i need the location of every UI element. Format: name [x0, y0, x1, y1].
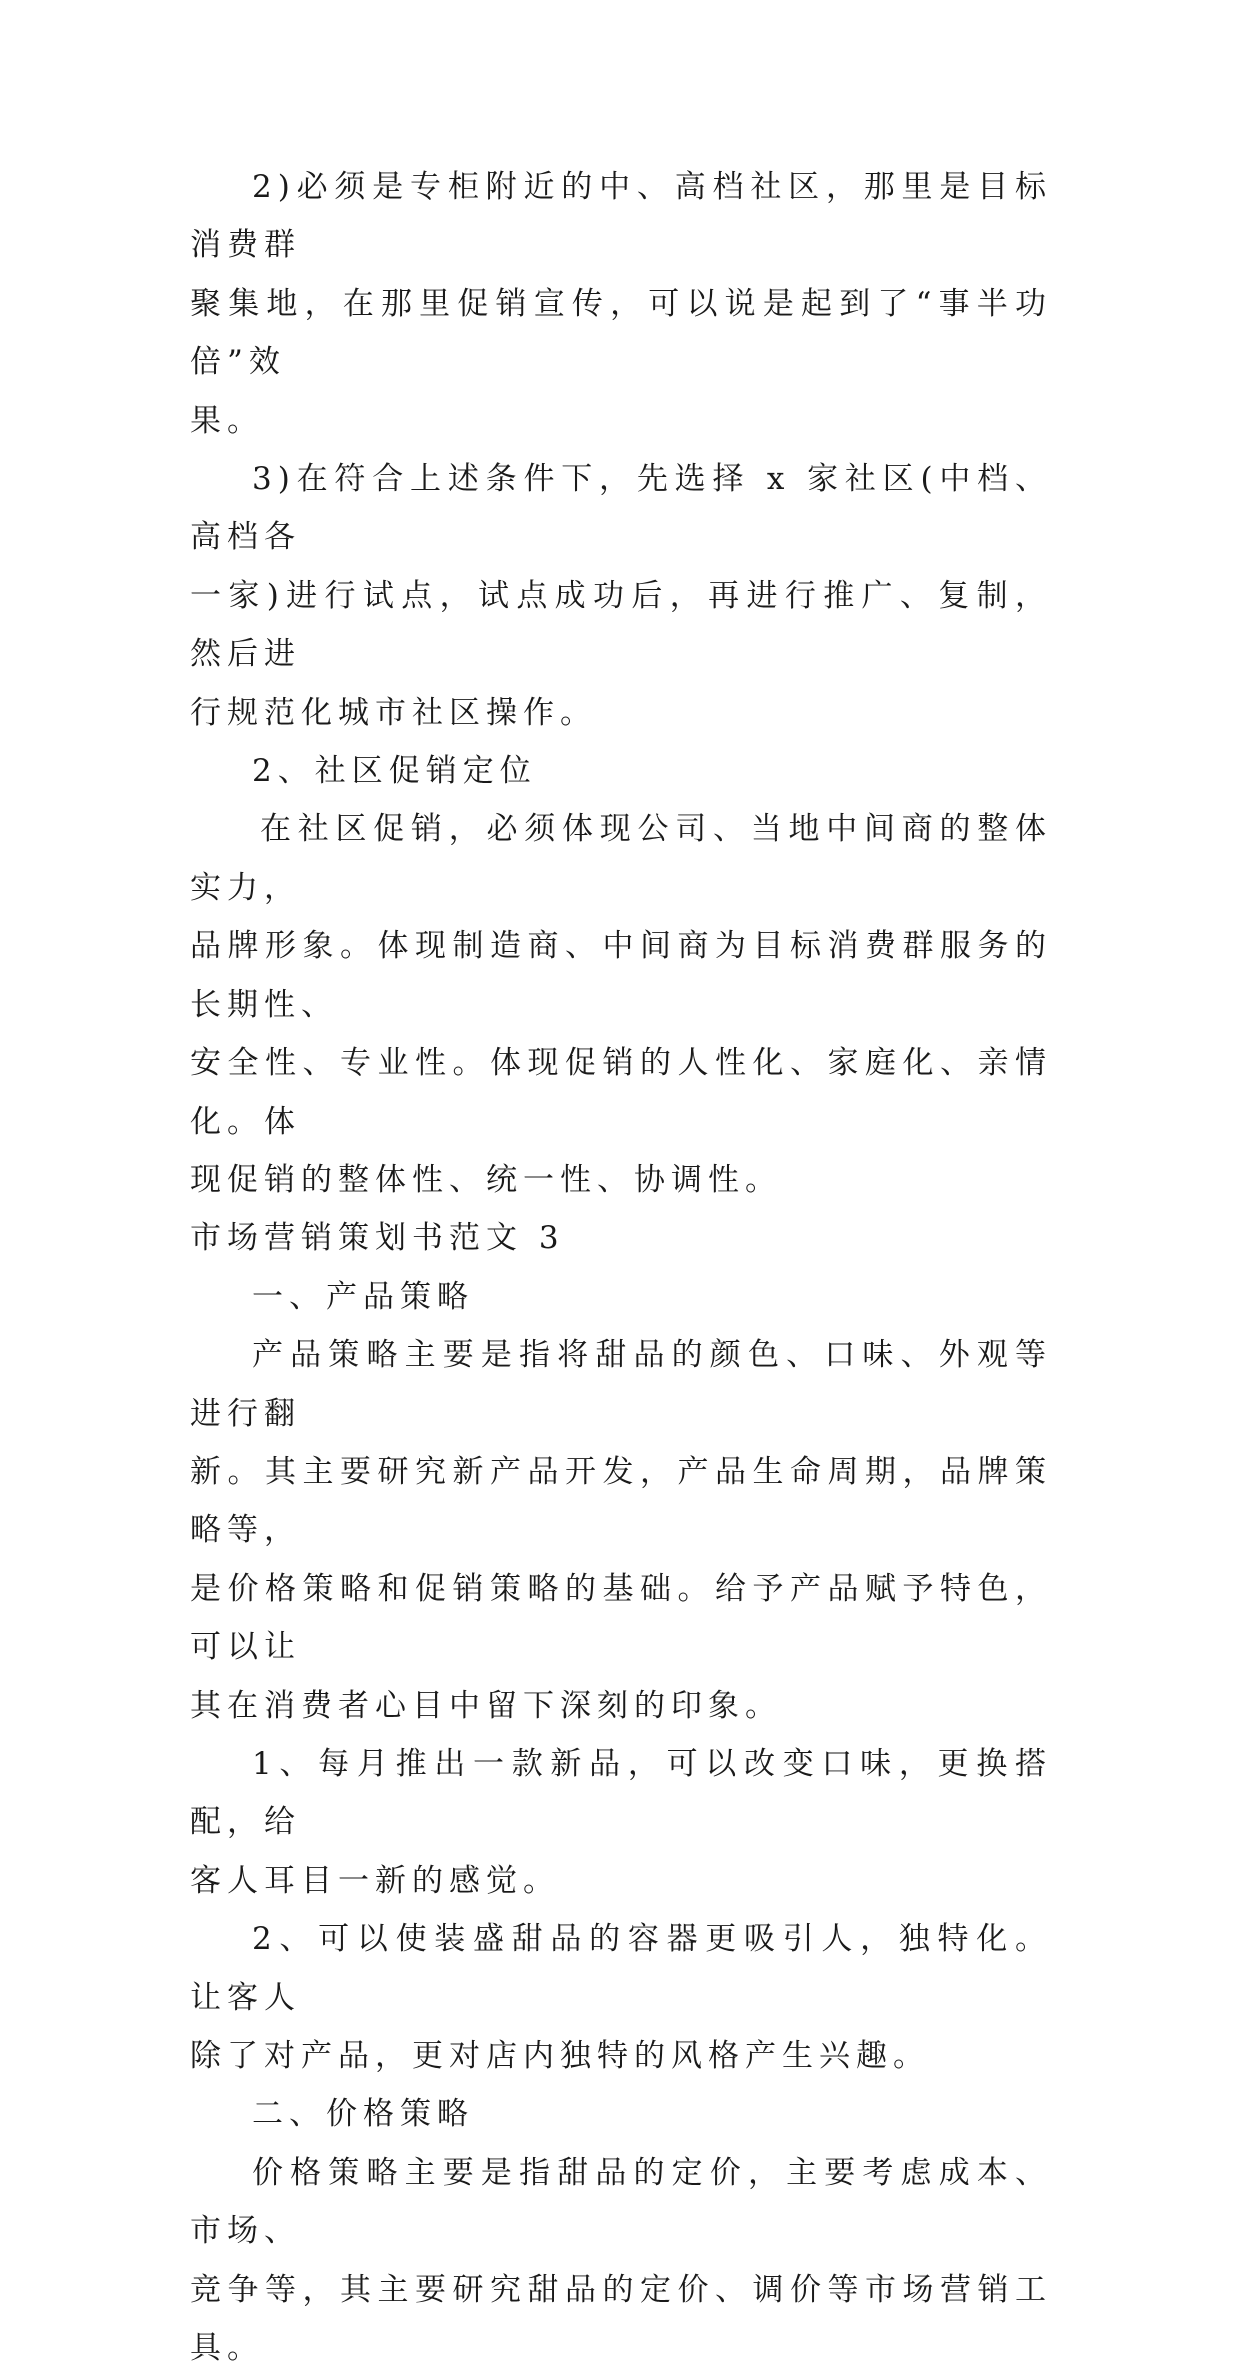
document-body [190, 158, 1052, 2377]
text-line: 一家)进行试点，试点成功后，再进行推广、复制，然后进 [190, 577, 1052, 673]
text-line: 1、每月推出一款新品，可以改变口味，更换搭配，给 [190, 1745, 1052, 1841]
text-line: 3)在符合上述条件下，先选择 x 家社区(中档、高档各 [190, 461, 1052, 556]
paragraph-community-requirement [190, 158, 1052, 450]
section-heading-product-strategy [190, 1268, 1052, 1326]
text-line: 聚集地，在那里促销宣传，可以说是起到了“事半功倍”效 [190, 285, 1052, 381]
list-item-new-product [190, 1735, 1052, 1910]
text-line: 竞争等，其主要研究甜品的定价、调价等市场营销工具。 [190, 2271, 1052, 2367]
text-line: 一、产品策略 [252, 1278, 474, 1315]
text-line: 产品策略主要是指将甜品的颜色、口味、外观等进行翻 [190, 1337, 1052, 1432]
text-line: 2、社区促销定位 [252, 753, 537, 790]
paragraph-pilot-communities [190, 450, 1052, 742]
section-heading-positioning [190, 742, 1052, 800]
text-line: 安全性、专业性。体现促销的人性化、家庭化、亲情化。体 [190, 1045, 1052, 1140]
text-line: 二、价格策略 [252, 2096, 474, 2133]
text-line: 客人耳目一新的感觉。 [190, 1862, 560, 1899]
text-line: 是价格策略和促销策略的基础。给予产品赋予特色，可以让 [190, 1570, 1052, 1666]
paragraph-price-strategy [190, 2144, 1052, 2377]
text-line: 品牌形象。体现制造商、中间商为目标消费群服务的长期性、 [190, 928, 1052, 1023]
text-line: 其在消费者心目中留下深刻的印象。 [190, 1687, 782, 1724]
text-line: 价格策略主要是指甜品的定价，主要考虑成本、市场、 [190, 2154, 1052, 2250]
paragraph-product-strategy [190, 1326, 1052, 1735]
text-line: 行规范化城市社区操作。 [190, 694, 597, 731]
document-title-3 [190, 1209, 1052, 1267]
text-line: 市场营销策划书范文 3 [190, 1220, 565, 1257]
text-line: 现促销的整体性、统一性、协调性。 [190, 1161, 782, 1198]
text-line: 2)必须是专柜附近的中、高档社区，那里是目标消费群 [190, 169, 1052, 264]
paragraph-positioning [190, 800, 1052, 1209]
text-line: 在社区促销，必须体现公司、当地中间商的整体实力， [190, 811, 1052, 906]
list-item-container [190, 1910, 1052, 2085]
text-line: 2、可以使装盛甜品的容器更吸引人，独特化。让客人 [190, 1921, 1052, 2016]
text-line: 新。其主要研究新产品开发，产品生命周期，品牌策略等， [190, 1453, 1052, 1549]
text-line: 除了对产品，更对店内独特的风格产生兴趣。 [190, 2038, 930, 2074]
section-heading-price-strategy [190, 2085, 1052, 2143]
text-line: 果。 [190, 402, 264, 439]
